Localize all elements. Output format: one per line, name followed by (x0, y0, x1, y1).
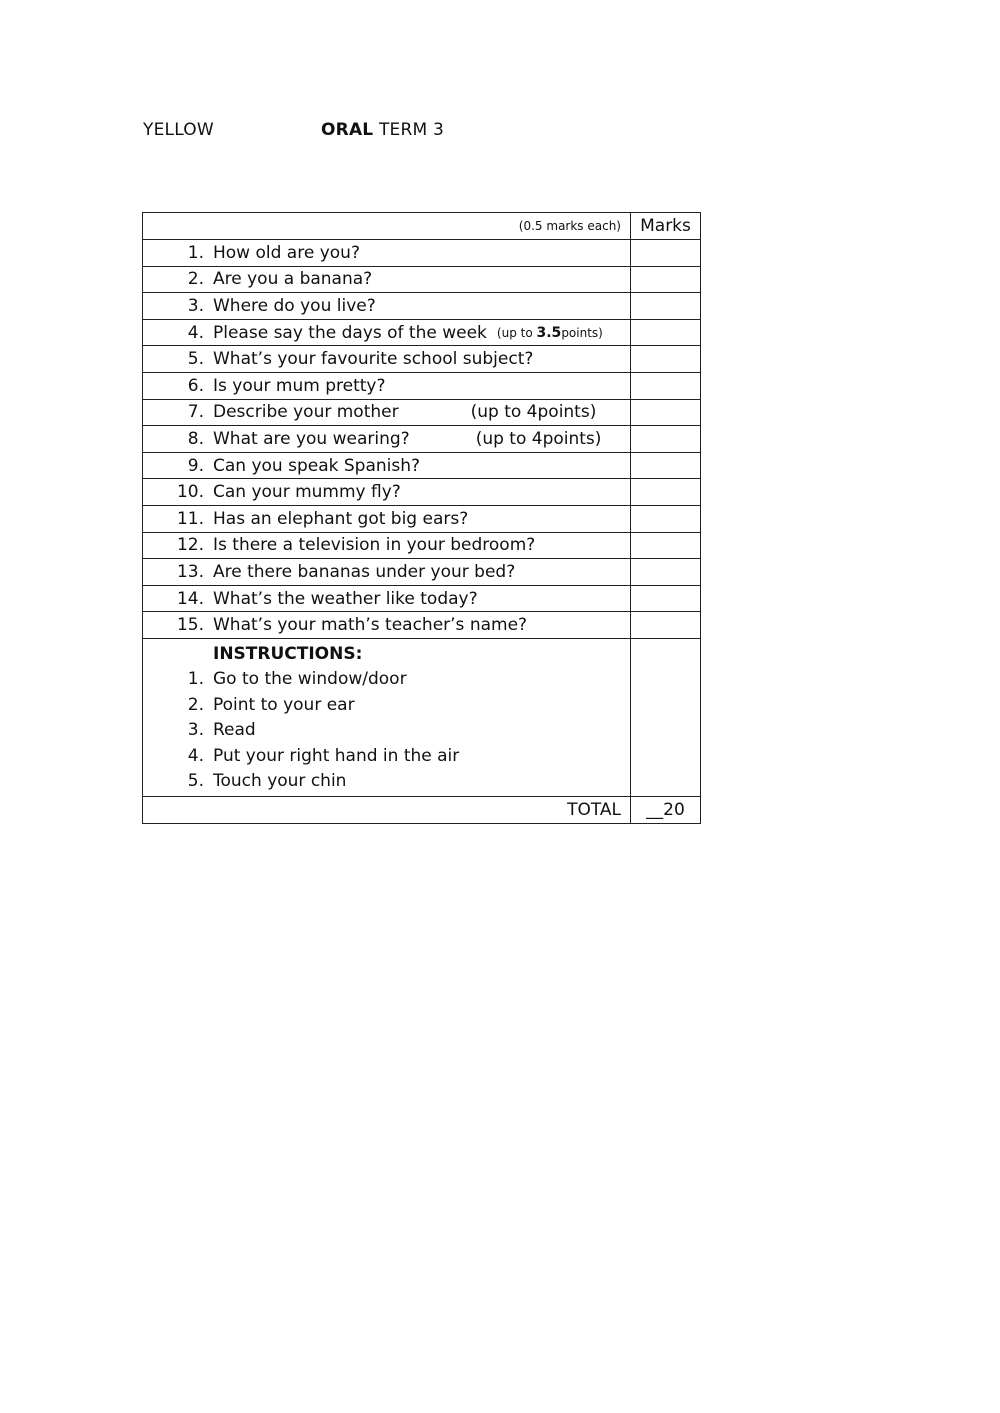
question-number: 3. (187, 295, 204, 316)
marks-cell[interactable] (631, 452, 701, 479)
question-number: 8. (187, 428, 204, 449)
question-row (143, 266, 701, 293)
oral-label: ORAL (321, 120, 374, 140)
marks-cell[interactable] (631, 612, 701, 639)
question-text: Describe your mother (213, 402, 399, 423)
question-row (143, 372, 701, 399)
question-row (143, 559, 701, 586)
question-text: Can you speak Spanish? (213, 455, 421, 476)
instruction-item: 5. Touch your chin (187, 771, 347, 792)
question-row (143, 452, 701, 479)
question-row (143, 319, 701, 346)
total-row (143, 796, 701, 823)
question-text: What’s the weather like today? (213, 588, 478, 609)
question-text: Is there a television in your bedroom? (213, 535, 536, 556)
question-text: What’s your favourite school subject? (213, 349, 534, 370)
marks-cell[interactable] (631, 532, 701, 559)
question-number: 11. (176, 508, 204, 529)
question-row (143, 585, 701, 612)
question-number: 4. (187, 322, 204, 343)
question-row (143, 532, 701, 559)
question-number: 5. (187, 349, 204, 370)
question-text: Is your mum pretty? (213, 375, 386, 396)
total-value: __20 (631, 796, 701, 823)
question-text: Has an elephant got big ears? (213, 508, 469, 529)
question-number: 9. (187, 455, 204, 476)
question-row (143, 426, 701, 453)
points-note: (up to 3.5points) (496, 324, 603, 341)
points-note: (up to 4points) (470, 402, 597, 423)
question-text: Please say the days of the week (213, 322, 487, 343)
table-header-row (143, 213, 701, 240)
question-number: 10. (176, 482, 204, 503)
instruction-item: 2. Point to your ear (187, 694, 355, 715)
marks-cell[interactable] (631, 505, 701, 532)
marks-cell[interactable] (631, 293, 701, 320)
instructions-title: INSTRUCTIONS: (213, 643, 363, 664)
question-row (143, 505, 701, 532)
instruction-item: 4. Put your right hand in the air (187, 745, 460, 766)
marks-cell[interactable] (631, 585, 701, 612)
question-text: What’s your math’s teacher’s name? (213, 615, 528, 636)
page-header (143, 120, 444, 140)
question-text: Where do you live? (213, 295, 376, 316)
level-label: YELLOW (143, 120, 214, 140)
question-text: Are there bananas under your bed? (213, 561, 516, 582)
marks-cell[interactable] (631, 372, 701, 399)
instructions-row (143, 638, 701, 796)
total-label: TOTAL (143, 796, 631, 823)
question-number: 1. (187, 242, 204, 263)
marks-cell[interactable] (631, 399, 701, 426)
marks-cell[interactable] (631, 346, 701, 373)
points-note: (up to 4points) (475, 428, 602, 449)
question-number: 6. (187, 375, 204, 396)
marks-column-header: Marks (631, 213, 701, 240)
question-row (143, 479, 701, 506)
question-text: What are you wearing? (213, 428, 410, 449)
question-text: Are you a banana? (213, 269, 373, 290)
question-row (143, 240, 701, 267)
question-number: 12. (176, 535, 204, 556)
marks-note: (0.5 marks each) (143, 213, 631, 240)
question-number: 2. (187, 269, 204, 290)
question-number: 13. (176, 561, 204, 582)
question-number: 7. (187, 402, 204, 423)
question-row (143, 346, 701, 373)
marks-cell[interactable] (631, 240, 701, 267)
term-label: TERM 3 (373, 120, 444, 140)
question-row (143, 293, 701, 320)
question-row (143, 399, 701, 426)
instructions-marks-cell[interactable] (631, 638, 701, 796)
marks-cell[interactable] (631, 479, 701, 506)
oral-exam-table (142, 212, 701, 824)
question-text: How old are you? (213, 242, 360, 263)
question-number: 15. (176, 615, 204, 636)
marks-cell[interactable] (631, 319, 701, 346)
instruction-item: 3. Read (187, 720, 256, 741)
instruction-item: 1. Go to the window/door (187, 669, 407, 690)
marks-cell[interactable] (631, 266, 701, 293)
marks-cell[interactable] (631, 559, 701, 586)
question-number: 14. (176, 588, 204, 609)
question-row (143, 612, 701, 639)
marks-cell[interactable] (631, 426, 701, 453)
question-text: Can your mummy fly? (213, 482, 401, 503)
